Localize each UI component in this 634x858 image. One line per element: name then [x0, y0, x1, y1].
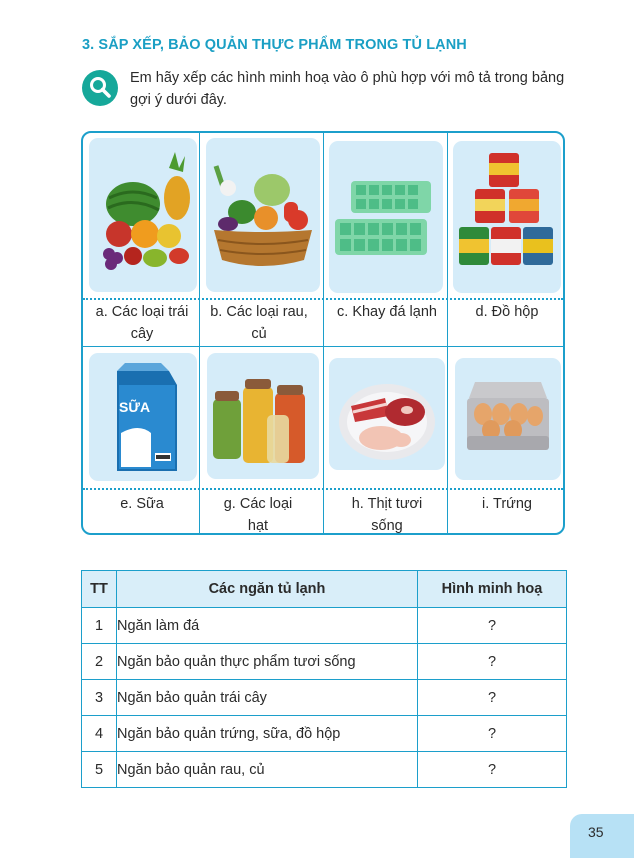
compartment-name: Ngăn bảo quản trái cây [117, 680, 418, 716]
caption-grains: g. Các loại hạt [223, 496, 293, 534]
table-row [82, 608, 567, 644]
row-number: 4 [82, 716, 117, 752]
milk-label: SỮA [119, 399, 151, 415]
table-header-row [82, 571, 567, 608]
illustration-answer[interactable]: ? [418, 644, 567, 680]
compartment-name: Ngăn làm đá [117, 608, 418, 644]
row-number: 1 [82, 608, 117, 644]
caption-raw-meat: h. Thịt tươi sống [351, 496, 423, 534]
caption-canned-food: d. Đồ hộp [475, 304, 539, 320]
caption-fruit: a. Các loại trái cây [95, 304, 189, 342]
illustration-answer[interactable]: ? [418, 752, 567, 788]
vegetable-basket-illustration[interactable] [206, 138, 320, 292]
header-tt: TT [82, 571, 117, 608]
instruction-text: Em hãy xếp các hình minh hoạ vào ô phù hợp với mô tả trong bảng gợi ý dưới đây. [130, 70, 565, 108]
compartment-name: Ngăn bảo quản rau, củ [117, 752, 418, 788]
raw-meat-illustration[interactable] [329, 358, 445, 470]
illustration-answer[interactable]: ? [418, 608, 567, 644]
section-heading: 3. SẮP XẾP, BẢO QUẢN THỰC PHẨM TRONG TỦ LẠNH [82, 37, 467, 53]
milk-carton-illustration[interactable] [89, 353, 197, 481]
grain-jars-illustration[interactable] [207, 353, 319, 479]
table-row [82, 752, 567, 788]
page-number: 35 [588, 824, 604, 840]
header-compartment: Các ngăn tủ lạnh [117, 571, 418, 608]
row-number: 5 [82, 752, 117, 788]
caption-eggs: i. Trứng [482, 496, 532, 512]
fridge-compartment-table [81, 570, 567, 788]
compartment-name: Ngăn bảo quản thực phẩm tươi sống [117, 644, 418, 680]
egg-carton-illustration[interactable] [455, 358, 561, 480]
fruit-illustration[interactable] [89, 138, 197, 292]
table-row [82, 680, 567, 716]
table-row [82, 644, 567, 680]
row-number: 2 [82, 644, 117, 680]
header-illustration: Hình minh hoạ [418, 571, 567, 608]
picture-grid [81, 131, 565, 535]
canned-food-illustration[interactable] [453, 141, 561, 293]
compartment-name: Ngăn bảo quản trứng, sữa, đồ hộp [117, 716, 418, 752]
illustration-answer[interactable]: ? [418, 680, 567, 716]
illustration-answer[interactable]: ? [418, 716, 567, 752]
table-row [82, 716, 567, 752]
caption-milk: e. Sữa [120, 496, 164, 512]
row-number: 3 [82, 680, 117, 716]
ice-tray-illustration[interactable] [329, 141, 443, 293]
search-icon [82, 70, 118, 106]
caption-ice-tray: c. Khay đá lạnh [337, 304, 437, 320]
caption-vegetable: b. Các loại rau, củ [210, 304, 308, 342]
